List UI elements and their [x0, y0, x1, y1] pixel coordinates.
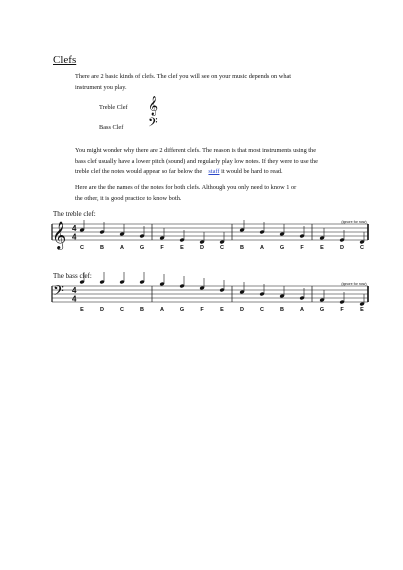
note-name-label: E: [220, 307, 224, 313]
treble-clef-row: [99, 104, 128, 111]
explanation-line: You might wonder why there are 2 different clefs. The reason is that most instruments using the: [75, 147, 316, 154]
treble-section-label: The treble clef:: [53, 210, 96, 218]
names-line: Here are the the names of the notes for both clefs. Although you only need to know 1 or: [75, 184, 297, 191]
bass-clef-label: Bass Clef: [99, 124, 124, 131]
time-signature-bottom: 4: [72, 232, 77, 242]
ignore-annotation: (ignore for now): [341, 220, 367, 224]
note-name-label: D: [340, 245, 344, 251]
bass-section-label: The bass clef:: [53, 272, 92, 280]
note-name-label: C: [220, 245, 224, 251]
note-name-label: A: [300, 307, 304, 313]
note-name-label: A: [160, 307, 164, 313]
note-name-label: F: [200, 307, 204, 313]
note-name-label: F: [300, 245, 304, 251]
time-signature-top: 4: [72, 286, 77, 295]
explanation-line: bass clef usually have a lower pitch (sound) and regularly play low notes. If they were to use the: [75, 157, 318, 165]
explanation-text: it would be hard to read.: [221, 168, 283, 175]
treble-clef-icon: 𝄞: [52, 222, 67, 249]
ignore-annotation: (ignore for now): [341, 282, 367, 286]
page-title: Clefs: [53, 54, 77, 66]
note-name-label: F: [340, 307, 344, 313]
note-name-label: C: [260, 307, 264, 313]
note-name-label: C: [120, 307, 124, 313]
explanation-paragraph: [75, 146, 375, 178]
note-name-label: D: [240, 307, 244, 313]
time-signature-bottom: 4: [72, 294, 77, 304]
explanation-line: [75, 167, 375, 178]
note-name-label: G: [139, 245, 145, 251]
explanation-text: treble clef the notes would appear so far below the: [75, 168, 203, 175]
intro-line: There are 2 basic kinds of clefs. The clef you will see on your music depends on what: [75, 73, 292, 80]
bass-clef-row: [99, 124, 123, 131]
note-name-label: B: [280, 307, 284, 313]
note-name-label: C: [360, 245, 364, 251]
note-name-label: E: [180, 245, 184, 251]
note-name-label: E: [320, 245, 324, 251]
names-paragraph: [75, 183, 375, 204]
note-name-label: G: [319, 307, 325, 313]
staff-link[interactable]: staff: [208, 168, 220, 175]
note-name-label: C: [80, 245, 84, 251]
time-signature-top: 4: [72, 224, 77, 233]
note-name-label: E: [360, 307, 364, 313]
note-name-label: B: [100, 245, 104, 251]
note-name-label: G: [179, 307, 185, 313]
names-line: the other, it is good practice to know both.: [75, 194, 182, 202]
treble-staff-figure: [50, 218, 372, 268]
bass-staff-figure: [50, 280, 372, 330]
note-name-label: F: [160, 245, 164, 251]
note-name-label: A: [120, 245, 124, 251]
note-name-label: B: [140, 307, 144, 313]
note-name-label: D: [100, 307, 104, 313]
note-name-label: G: [279, 245, 285, 251]
bass-clef-icon: 𝄢: [148, 115, 158, 133]
intro-paragraph: [75, 72, 375, 93]
note-name-label: D: [200, 245, 204, 251]
note-name-label: B: [240, 245, 244, 251]
treble-clef-label: Treble Clef: [99, 104, 128, 111]
intro-line: instrument you play.: [75, 83, 127, 91]
note-name-label: E: [80, 307, 84, 313]
treble-clef-icon: 𝄞: [148, 96, 159, 116]
note-name-label: A: [260, 245, 264, 251]
bass-clef-icon: 𝄢: [53, 283, 64, 302]
